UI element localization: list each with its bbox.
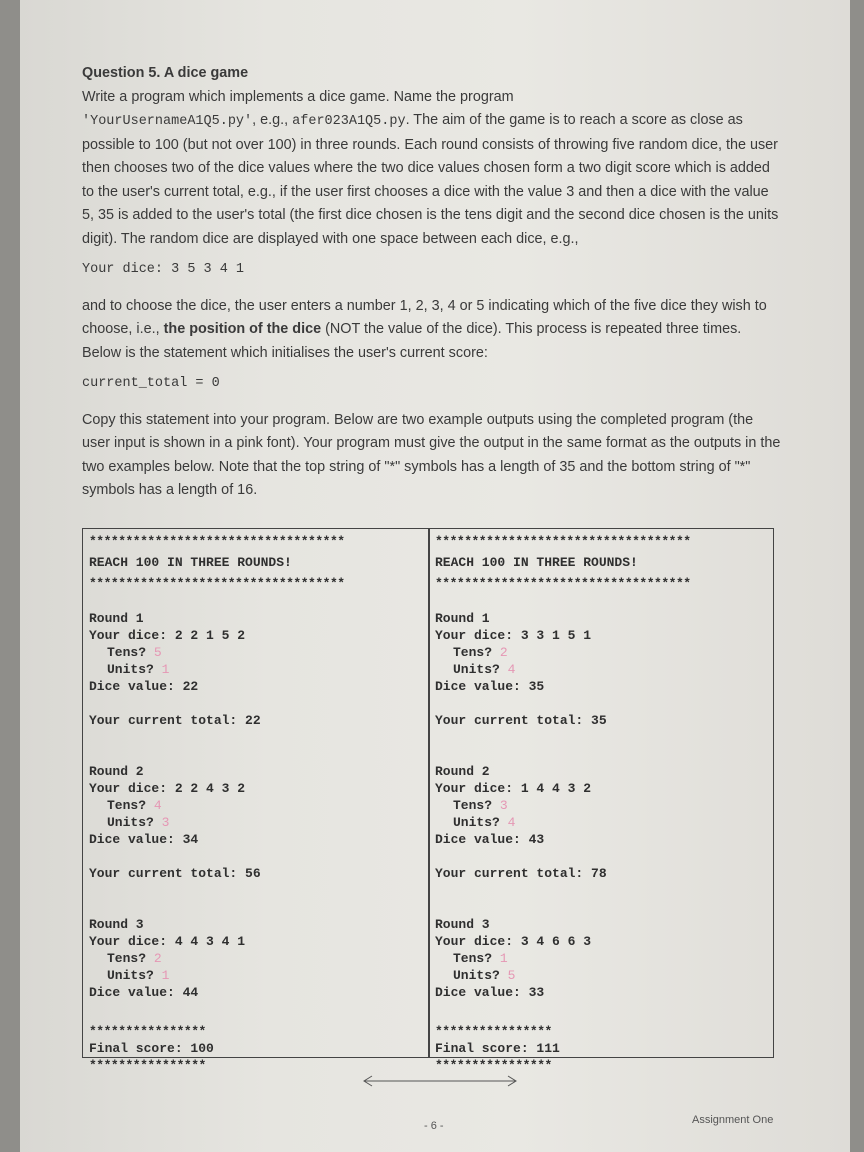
units-prompt <box>435 661 773 678</box>
p2-bold: the position of the dice <box>163 321 322 337</box>
example-outputs <box>82 528 774 1073</box>
units-input: 5 <box>507 968 516 983</box>
paragraph-2 <box>82 295 782 366</box>
current-total-line: Your current total: 78 <box>435 866 607 881</box>
stars-bottom: **************** <box>435 1024 552 1039</box>
filename-code: 'YourUsernameA1Q5.py' <box>82 114 253 129</box>
dice-line: Your dice: 2 2 4 3 2 <box>89 781 246 796</box>
p1-intro: Write a program which implements a dice game. Name the program <box>82 88 514 105</box>
dice-line: Your dice: 4 4 3 4 1 <box>89 934 246 949</box>
round-label: Round 3 <box>435 917 490 932</box>
tens-prompt <box>435 797 773 814</box>
current-total-line: Your current total: 35 <box>435 713 607 728</box>
double-arrow-icon <box>360 1074 520 1088</box>
tens-prompt <box>89 644 429 661</box>
tens-label: Tens? <box>107 645 154 660</box>
units-prompt <box>89 967 429 984</box>
units-label: Units? <box>453 662 508 677</box>
round-block <box>89 610 429 729</box>
tens-input: 2 <box>153 951 162 966</box>
units-label: Units? <box>107 815 162 830</box>
stars-top: *********************************** <box>435 576 691 591</box>
dice-value-line: Dice value: 35 <box>435 679 545 694</box>
tens-label: Tens? <box>107 798 154 813</box>
units-label: Units? <box>107 968 162 983</box>
paragraph-3: Copy this statement into your program. Below are two example outputs using the completed program (the user input is shown in a pink font). Your program must give the output in the same format as the outputs in the two examples below. Note that the top string of "*" symbols has a length of 35 and the bottom string of "*" symbols has a length of 16. <box>82 411 781 498</box>
p1-eg: , e.g., <box>252 112 293 128</box>
units-label: Units? <box>453 815 508 830</box>
tens-prompt <box>89 950 429 967</box>
stars-top: *********************************** <box>89 534 345 549</box>
round-label: Round 1 <box>89 611 144 626</box>
round-label: Round 2 <box>435 764 490 779</box>
tens-input: 4 <box>153 798 162 813</box>
final-score: Final score: 100 <box>89 1041 214 1056</box>
tens-input: 3 <box>499 798 508 813</box>
example-filename-code: afer023A1Q5.py <box>292 114 406 129</box>
p2-start: and to choose the dice, the user enters a number 1, 2, 3, 4 or 5 indicating which of the five dice they wish to choose, i.e., <box>82 297 767 337</box>
p1-body: . The aim of the game is to reach a score as close as possible to 100 (but not over 100) in three rounds. Each round consists of throwing five random dice, the user then chooses two of the dice values where the two dice values chosen form a two digit score which is added to the user's current total, e.g., if the user first chooses a dice with the value 3 and then a dice with the value 5, 35 is added to the user's total (the first dice chosen is the tens digit and the second dice chosen is the units digit). The random dice are displayed with one space between each dice, e.g., <box>82 112 779 247</box>
final-score: Final score: 111 <box>435 1041 560 1056</box>
round-block <box>89 763 429 882</box>
tens-label: Tens? <box>453 798 500 813</box>
stars-bottom: **************** <box>435 1058 552 1073</box>
dice-value-line: Dice value: 33 <box>435 985 545 1000</box>
question-text <box>82 62 782 503</box>
dice-value-line: Dice value: 43 <box>435 832 545 847</box>
tens-prompt <box>435 950 773 967</box>
question-title: Question 5. A dice game <box>82 65 249 81</box>
tens-label: Tens? <box>453 645 500 660</box>
example-output-2 <box>428 528 774 1073</box>
example-output-1 <box>82 528 430 1073</box>
current-total-line: Your current total: 56 <box>89 866 261 881</box>
tens-label: Tens? <box>453 951 500 966</box>
units-input: 4 <box>507 815 516 830</box>
stars-bottom: **************** <box>89 1024 206 1039</box>
round-block <box>435 916 773 1001</box>
p2-end: (NOT the value of the dice). This process is repeated three times. Below is the statement which initialises the user's current score: <box>82 321 742 361</box>
units-input: 1 <box>161 968 170 983</box>
round-label: Round 2 <box>89 764 144 779</box>
units-prompt <box>435 814 773 831</box>
dice-line: Your dice: 2 2 1 5 2 <box>89 628 246 643</box>
assignment-label: Assignment One <box>692 1114 774 1126</box>
units-prompt <box>435 967 773 984</box>
page-number: - 6 - <box>424 1120 444 1132</box>
dice-line: Your dice: 3 4 6 6 3 <box>435 934 592 949</box>
stars-top: *********************************** <box>89 576 345 591</box>
dice-value-line: Dice value: 22 <box>89 679 199 694</box>
units-prompt <box>89 814 429 831</box>
dice-example-code: Your dice: 3 5 3 4 1 <box>82 262 245 277</box>
tens-input: 2 <box>499 645 508 660</box>
final-block <box>89 1023 429 1074</box>
round-label: Round 1 <box>435 611 490 626</box>
dice-value-line: Dice value: 44 <box>89 985 199 1000</box>
stars-bottom: **************** <box>89 1058 206 1073</box>
game-header: REACH 100 IN THREE ROUNDS! <box>435 555 638 570</box>
round-block <box>89 916 429 1001</box>
round-block <box>435 763 773 882</box>
dice-value-line: Dice value: 34 <box>89 832 199 847</box>
final-block <box>435 1023 773 1074</box>
dice-line: Your dice: 3 3 1 5 1 <box>435 628 592 643</box>
units-input: 1 <box>161 662 170 677</box>
round-block <box>435 610 773 729</box>
units-input: 4 <box>507 662 516 677</box>
stars-top: *********************************** <box>435 534 691 549</box>
current-total-line: Your current total: 22 <box>89 713 261 728</box>
units-prompt <box>89 661 429 678</box>
game-header: REACH 100 IN THREE ROUNDS! <box>89 555 292 570</box>
paragraph-1 <box>82 86 782 252</box>
init-statement-code: current_total = 0 <box>82 376 220 391</box>
tens-label: Tens? <box>107 951 154 966</box>
tens-input: 5 <box>153 645 162 660</box>
tens-input: 1 <box>499 951 508 966</box>
units-input: 3 <box>161 815 170 830</box>
round-label: Round 3 <box>89 917 144 932</box>
dice-line: Your dice: 1 4 4 3 2 <box>435 781 592 796</box>
tens-prompt <box>435 644 773 661</box>
tens-prompt <box>89 797 429 814</box>
units-label: Units? <box>107 662 162 677</box>
units-label: Units? <box>453 968 508 983</box>
